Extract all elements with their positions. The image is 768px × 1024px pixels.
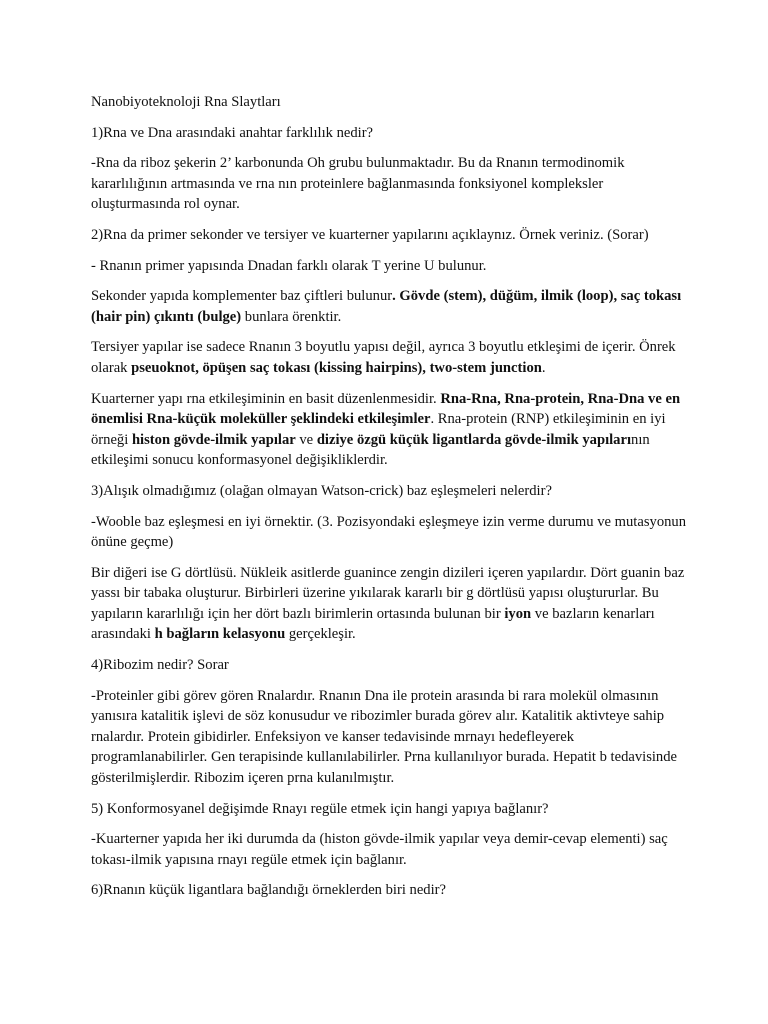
paragraph [91, 123, 691, 144]
paragraph [91, 655, 691, 676]
text-run: - Rnanın primer yapısında Dnadan farklı olarak T yerine U bulunur. [91, 257, 487, 274]
bold-text-run: h bağların kelasyonu [154, 626, 286, 643]
text-run: bunlara örenktir. [241, 308, 342, 325]
paragraph [91, 799, 691, 820]
document-body [91, 123, 691, 901]
paragraph [91, 512, 691, 553]
bold-text-run: iyon [504, 605, 532, 622]
text-run: Bir diğeri ise G dörtlüsü. Nükleik asitlerde guanince zengin dizileri içeren yapılardır. Dört guanin baz yassı bir tabaka oluşturur. Birbirleri üzerine yıkılarak kararlı bir g dörtlüsü yapısı oluştururlar. Bu yapıların kararlılığı için her dört bazlı birimlerin ortasında bulunan bir [91, 564, 685, 622]
text-run: -Proteinler gibi görev gören Rnalardır. Rnanın Dna ile protein arasında bi rara molekül olmasının yanısıra katalitik işlevi de söz konusudur ve ribozimler burada görev alır. Katalitik aktivteye sahip rnalardır. Protein gibidirler. Enfeksiyon ve kanser tedavisinde mrnayı hedefleyerek programlanabilirler. Gen terapisinde kullanılabilirler. Prna kullanılıyor burada. Hepatit b tedavisinde gösterilmişlerdir. Ribozim içeren prna kulanılmıştır. [91, 687, 678, 787]
paragraph [91, 225, 691, 246]
text-run: 1)Rna ve Dna arasındaki anahtar farklılık nedir? [91, 124, 374, 141]
bold-text-run: . Gövde (stem), düğüm, ilmik (loop), saç tokası (hair pin) çıkıntı (bulge) [91, 288, 682, 325]
bold-text-run: pseuoknot, öpüşen saç tokası (kissing hairpins), two-stem junction [131, 359, 542, 376]
text-run: -Kuarterner yapıda her iki durumda da (histon gövde-ilmik yapılar veya demir-cevap elementi) saç tokası-ilmik yapısına rnayı regüle etmek için bağlanır. [91, 831, 668, 868]
paragraph [91, 686, 691, 789]
document-title: Nanobiyoteknoloji Rna Slaytları [91, 94, 281, 110]
text-run: Kuarterner yapı rna etkileşiminin en basit düzenlenmesidir. [91, 390, 441, 407]
text-run: ve [295, 431, 317, 448]
text-run: gerçekleşir. [285, 626, 356, 643]
text-run: 3)Alışık olmadığımız (olağan olmayan Watson-crick) baz eşleşmeleri nelerdir? [91, 482, 552, 499]
text-run: Sekonder yapıda komplementer baz çiftleri bulunur [91, 288, 393, 305]
paragraph [91, 563, 691, 645]
bold-text-run: Rna-Rna, Rna-protein, Rna-Dna ve en önemlisi Rna-küçük moleküller şeklindeki etkileşimler [91, 390, 681, 428]
text-run: 4)Ribozim nedir? Sorar [91, 657, 229, 674]
paragraph [91, 481, 691, 502]
paragraph [91, 829, 691, 870]
bold-text-run: diziye özgü küçük ligantlarda gövde-ilmik yapıları [316, 431, 632, 448]
document-page [91, 92, 691, 911]
text-run: 5) Konformosyanel değişimde Rnayı regüle etmek için hangi yapıya bağlanır? [91, 800, 549, 817]
text-run: 2)Rna da primer sekonder ve tersiyer ve kuarterner yapılarını açıklaynız. Örnek veriniz. (Sorar) [91, 226, 649, 243]
text-run: . Rna-protein (RNP) etkileşiminin en iyi örneği [91, 411, 666, 448]
paragraph [91, 256, 691, 277]
text-run: Tersiyer yapılar ise sadece Rnanın 3 boyutlu yapısı değil, ayrıca 3 boyutlu etkleşimi de içerir. Önrek olarak [91, 339, 676, 376]
paragraph [91, 286, 691, 327]
paragraph [91, 389, 691, 471]
text-run: nın etkileşimi sonucu konformasyonel değişikliklerdir. [91, 431, 650, 469]
text-run: -Rna da riboz şekerin 2’ karbonunda Oh grubu bulunmaktadır. Bu da Rnanın termodinomik kararlılığının artmasında ve rna nın proteinlere bağlanmasında fonksiyonel kompleksler oluşturmasında rol oynar. [91, 155, 625, 213]
text-run: ve bazların kenarları arasındaki [91, 605, 655, 643]
paragraph [91, 153, 691, 215]
text-run: . [541, 359, 546, 376]
text-run: -Wooble baz eşleşmesi en iyi örnektir. (3. Pozisyondaki eşleşmeye izin verme durumu ve mutasyonun önüne geçme) [91, 513, 687, 551]
bold-text-run: histon gövde-ilmik yapılar [131, 431, 296, 448]
paragraph [91, 880, 691, 901]
paragraph [91, 337, 691, 378]
text-run: 6)Rnanın küçük ligantlara bağlandığı örneklerden biri nedir? [91, 882, 446, 899]
